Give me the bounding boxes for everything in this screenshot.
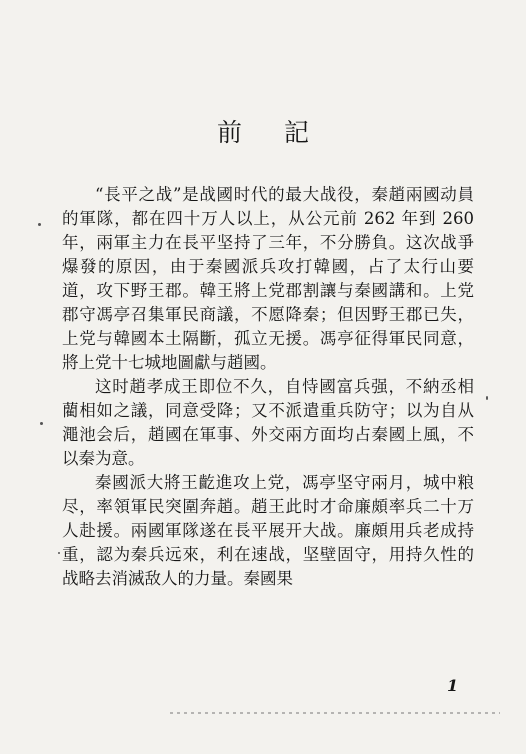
title-char-2: 記 [284, 118, 310, 147]
scan-artifact-line [170, 712, 500, 714]
paragraph: 秦國派大將王齕進攻上党，馮亭坚守兩月，城中粮尽，率領軍民突圍奔趙。趙王此时才命廉頗率兵二十万人赴援。兩國軍隊遂在長平展开大战。廉頗用兵老成持重，認为秦兵远來，利在速战，坚壁固守，用持久性的战略去消滅敌人的力量。秦國果 [62, 473, 474, 588]
scan-speck [58, 552, 60, 554]
paragraph: “長平之战”是战國时代的最大战役，秦趙兩國动員的軍隊，都在四十万人以上，从公元前 262 年到 260 年，兩軍主力在長平坚持了三年，不分勝負。这次战爭爆發的原因，由于秦國派兵攻打韓國，占了太行山要道，攻下野王郡。韓王將上党郡割讓与秦國講和。上党郡守馮亭召集軍民商議，不愿降秦；但因野王郡已失，上党与韓國本土隔斷，孤立无援。馮亭征得軍民同意，將上党十七城地圖獻与趙國。 [62, 185, 474, 372]
scan-speck [38, 223, 41, 226]
body-text [62, 183, 474, 591]
page-title [0, 113, 526, 149]
scan-speck [40, 422, 43, 425]
scan-speck [486, 396, 488, 400]
title-char-1: 前 [216, 118, 242, 147]
paragraph: 这时趙孝成王即位不久，自恃國富兵强，不納丞相藺相如之議，同意受降；又不派遣重兵防守；以为自从澠池会后，趙國在軍事、外交兩方面均占秦國上風，不以秦为意。 [62, 377, 474, 468]
page-number: 1 [447, 676, 459, 695]
